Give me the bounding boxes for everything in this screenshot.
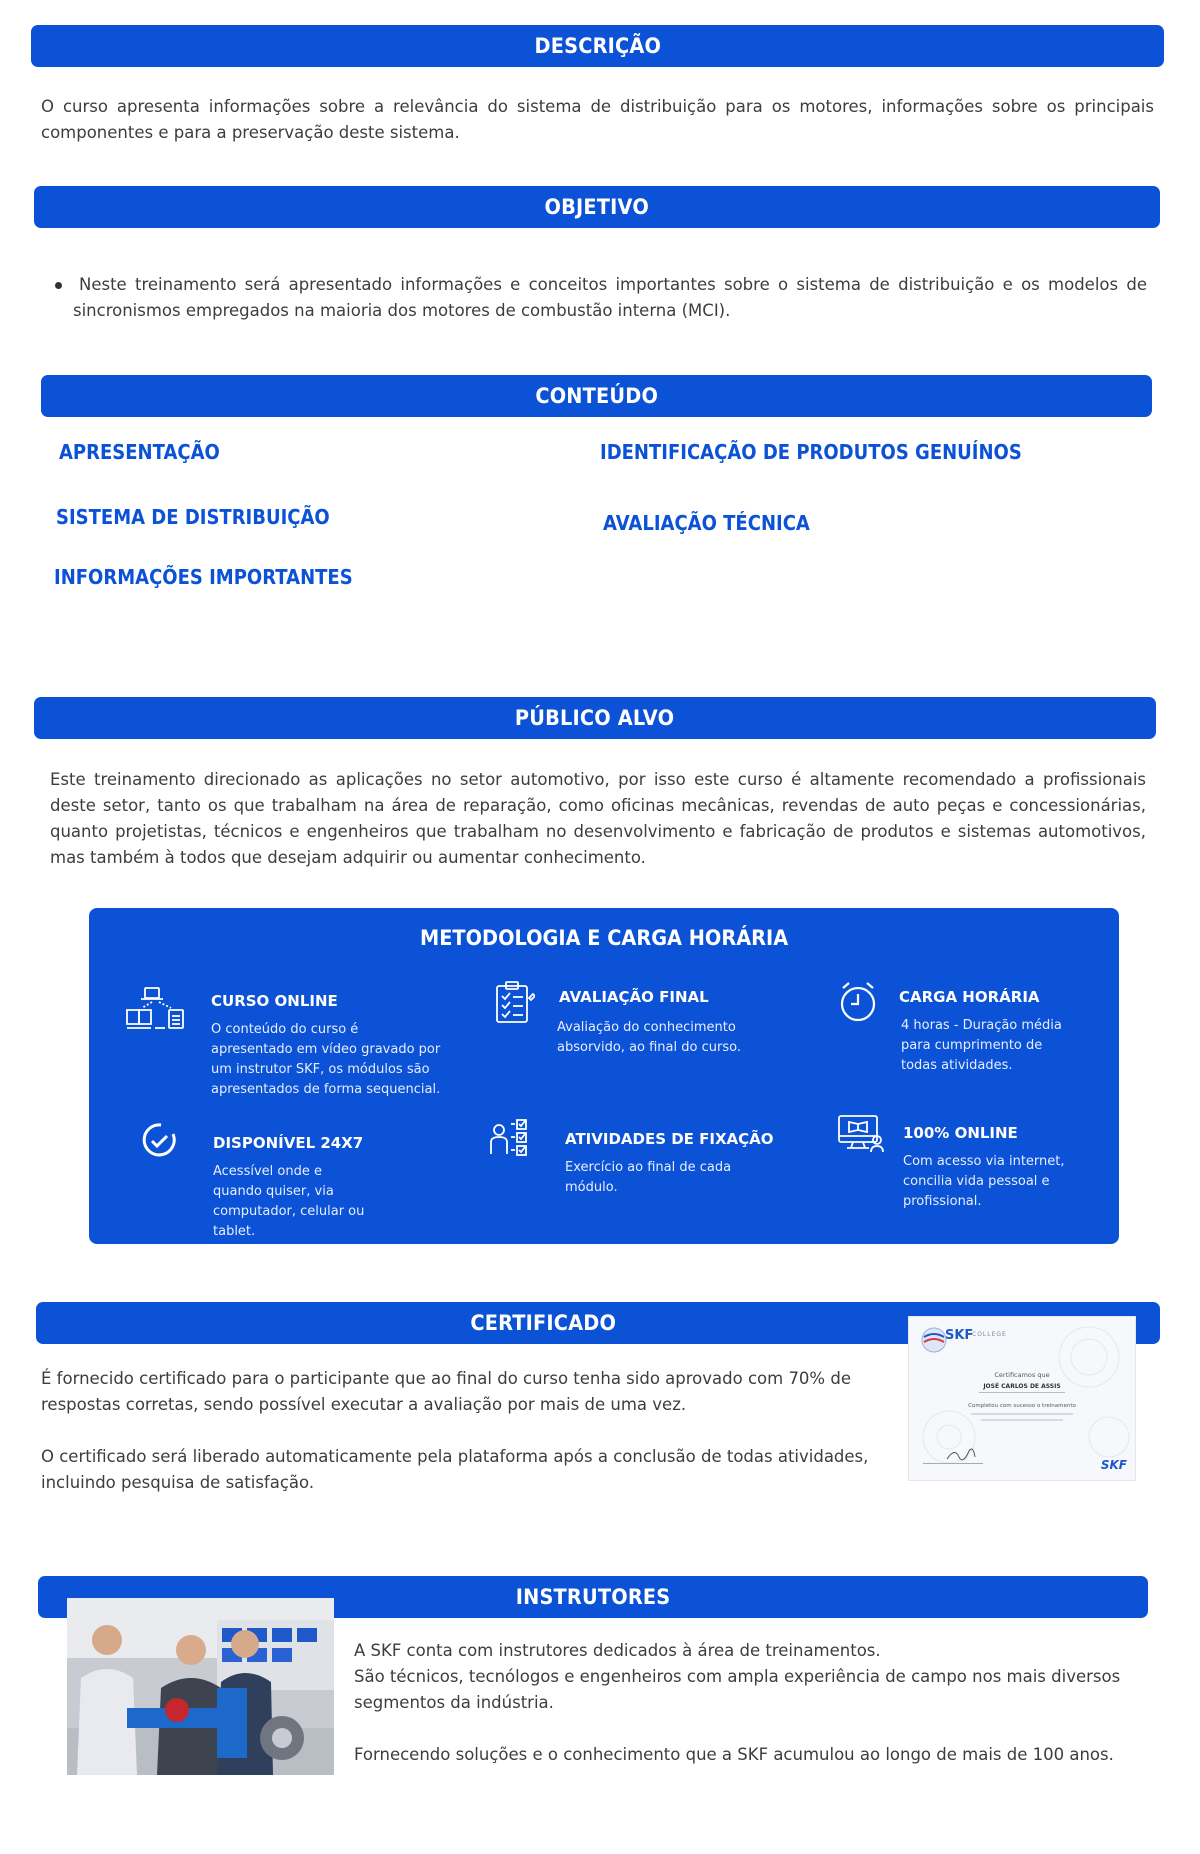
section-title: CERTIFICADO	[470, 1311, 616, 1335]
feature-disponivel	[139, 1120, 439, 1239]
feature-text: Acessível onde e quando quiser, via computador, celular ou tablet.	[213, 1164, 365, 1239]
exercise-icon	[489, 1116, 535, 1160]
instructors-photo	[67, 1598, 334, 1775]
feature-curso-online	[125, 978, 441, 1098]
certificate-brand: SKF	[945, 1328, 974, 1343]
availability-check-icon	[139, 1120, 179, 1160]
objetivo-bullet-text: Neste treinamento será apresentado informações e conceitos importantes sobre o sistema de distribuição e os modelos de sincronismos empregados na maioria dos motores de combustão interna (MCI).	[73, 275, 1147, 320]
certificado-text-2: O certificado será liberado automaticamente pela plataforma após a conclusão de todas atividades, incluindo pesquisa de satisfação.	[41, 1447, 869, 1492]
topic-avaliacao-tecnica: AVALIAÇÃO TÉCNICA	[603, 511, 810, 535]
feature-title: CURSO ONLINE	[211, 992, 338, 1010]
certificate-certify-line: Certificamos que	[994, 1371, 1050, 1379]
certificate-completed-line: Completou com sucesso o treinamento	[968, 1403, 1076, 1409]
metodologia-title: METODOLOGIA E CARGA HORÁRIA	[419, 926, 789, 950]
certificate-college: COLLEGE	[972, 1331, 1007, 1338]
certificate-footer-logo: SKF	[1100, 1458, 1127, 1472]
feature-text: Com acesso via internet, concilia vida pessoal e profissional.	[903, 1154, 1065, 1209]
topic-informacoes-importantes: INFORMAÇÕES IMPORTANTES	[54, 565, 353, 589]
section-title: OBJETIVO	[544, 195, 650, 219]
feature-text: O conteúdo do curso é apresentado em vídeo gravado por um instrutor SKF, os módulos são apresentados de forma sequencial.	[211, 1022, 441, 1097]
instrutores-line-3: Fornecendo soluções e o conhecimento que a SKF acumulou ao longo de mais de 100 anos.	[354, 1745, 1114, 1764]
topic-sistema-distribuicao: SISTEMA DE DISTRIBUIÇÃO	[56, 505, 330, 529]
topic-apresentacao: APRESENTAÇÃO	[59, 440, 220, 464]
section-header-conteudo	[41, 375, 1152, 417]
feature-carga-horaria	[837, 978, 1117, 1098]
instrutores-line-1: A SKF conta com instrutores dedicados à área de treinamentos.	[354, 1641, 881, 1660]
online-course-icon	[125, 986, 187, 1036]
alarm-clock-icon	[837, 980, 879, 1024]
instructors-photo-illustration	[67, 1598, 334, 1775]
feature-text: 4 horas - Duração média para cumprimento de todas atividades.	[901, 1018, 1062, 1073]
feature-avaliacao-final	[493, 978, 793, 1098]
descricao-text: O curso apresenta informações sobre a relevância do sistema de distribuição para os motores, informações sobre os principais componentes e para a preservação deste sistema.	[41, 97, 1154, 142]
certificate-image	[908, 1316, 1136, 1481]
section-header-publico-alvo	[34, 697, 1156, 739]
bullet-icon	[55, 282, 62, 289]
certificate-background-gears	[909, 1317, 1135, 1480]
feature-text: Avaliação do conhecimento absorvido, ao final do curso.	[557, 1020, 741, 1055]
feature-title: ATIVIDADES DE FIXAÇÃO	[565, 1130, 774, 1148]
section-header-objetivo	[34, 186, 1160, 228]
section-title: CONTEÚDO	[535, 384, 658, 408]
feature-title: CARGA HORÁRIA	[899, 988, 1040, 1006]
feature-100-online	[837, 1114, 1117, 1234]
certificado-text-1: É fornecido certificado para o participante que ao final do curso tenha sido aprovado com 70% de respostas corretas, sendo possível executar a avaliação por mais de uma vez.	[41, 1369, 851, 1414]
topic-identificacao-produtos: IDENTIFICAÇÃO DE PRODUTOS GENUÍNOS	[600, 440, 1022, 464]
section-title: PÚBLICO ALVO	[515, 706, 675, 730]
checklist-icon	[493, 980, 535, 1026]
feature-title: DISPONÍVEL 24X7	[213, 1134, 364, 1152]
section-title: INSTRUTORES	[515, 1585, 671, 1609]
section-title: DESCRIÇÃO	[534, 34, 661, 58]
publico-text: Este treinamento direcionado as aplicações no setor automotivo, por isso este curso é altamente recomendado a profissionais deste setor, tanto os que trabalham na área de reparação, como oficinas mecânicas, revendas de auto peças e concessionárias, quanto projetistas, técnicos e engenheiros que trabalham no desenvolvimento e fabricação de produtos e sistemas automotivos, mas também à todos que desejam adquirir ou aumentar conhecimento.	[50, 770, 1146, 867]
instrutores-line-2: São técnicos, tecnólogos e engenheiros com ampla experiência de campo nos mais diversos segmentos da indústria.	[354, 1667, 1121, 1712]
online-monitor-icon	[837, 1114, 885, 1154]
certificate-name: JOSÉ CARLOS DE ASSIS	[983, 1383, 1061, 1390]
feature-title: AVALIAÇÃO FINAL	[559, 988, 709, 1006]
metodologia-panel	[89, 908, 1119, 1244]
feature-atividades-fixacao	[489, 1120, 789, 1230]
feature-title: 100% ONLINE	[903, 1124, 1018, 1142]
certificate-signature-icon	[945, 1445, 985, 1465]
section-header-descricao	[31, 25, 1164, 67]
feature-text: Exercício ao final de cada módulo.	[565, 1160, 732, 1195]
